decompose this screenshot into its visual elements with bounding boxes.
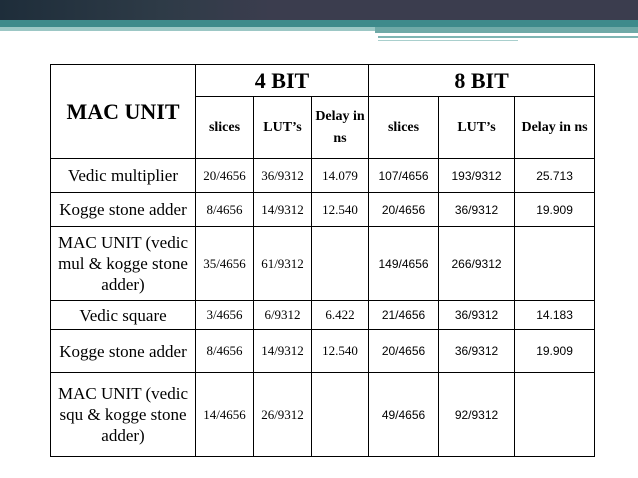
header-luts-8bit: LUT’s	[439, 97, 515, 159]
header-delay-8bit: Delay in ns	[515, 97, 595, 159]
cell-delay-4bit: 12.540	[312, 330, 369, 373]
cell-luts-4bit: 6/9312	[254, 301, 312, 330]
cell-delay-8bit: 25.713	[515, 159, 595, 193]
row-label: MAC UNIT (vedic mul & kogge stone adder)	[51, 227, 196, 301]
cell-delay-8bit	[515, 227, 595, 301]
cell-slices-8bit: 21/4656	[369, 301, 439, 330]
row-label: Vedic multiplier	[51, 159, 196, 193]
group-header-row	[51, 65, 595, 97]
comparison-table	[50, 64, 595, 457]
cell-luts-8bit: 36/9312	[439, 301, 515, 330]
cell-delay-8bit	[515, 373, 595, 457]
cell-slices-8bit: 149/4656	[369, 227, 439, 301]
header-accent-stripe	[0, 20, 638, 27]
cell-delay-8bit: 19.909	[515, 193, 595, 227]
cell-slices-4bit: 14/4656	[196, 373, 254, 457]
header-slices-4bit: slices	[196, 97, 254, 159]
cell-luts-4bit: 14/9312	[254, 193, 312, 227]
cell-slices-4bit: 20/4656	[196, 159, 254, 193]
row-label: Kogge stone adder	[51, 193, 196, 227]
cell-delay-4bit: 14.079	[312, 159, 369, 193]
cell-slices-8bit: 49/4656	[369, 373, 439, 457]
cell-luts-8bit: 266/9312	[439, 227, 515, 301]
cell-slices-8bit: 20/4656	[369, 193, 439, 227]
cell-delay-4bit: 6.422	[312, 301, 369, 330]
cell-luts-4bit: 26/9312	[254, 373, 312, 457]
table-row	[51, 159, 595, 193]
table-row	[51, 193, 595, 227]
cell-delay-8bit: 14.183	[515, 301, 595, 330]
header-accent-stripe-right	[375, 27, 638, 33]
cell-luts-4bit: 14/9312	[254, 330, 312, 373]
cell-delay-4bit	[312, 227, 369, 301]
header-slices-8bit: slices	[369, 97, 439, 159]
cell-slices-4bit: 8/4656	[196, 330, 254, 373]
table-row	[51, 301, 595, 330]
header-band-shade	[0, 0, 270, 20]
table-row	[51, 330, 595, 373]
cell-luts-4bit: 36/9312	[254, 159, 312, 193]
table-row	[51, 227, 595, 301]
cell-luts-8bit: 193/9312	[439, 159, 515, 193]
cell-slices-8bit: 20/4656	[369, 330, 439, 373]
cell-slices-4bit: 35/4656	[196, 227, 254, 301]
header-accent-stripe-light	[0, 27, 375, 31]
group-header-8bit: 8 BIT	[369, 65, 595, 97]
row-label: Vedic square	[51, 301, 196, 330]
cell-slices-4bit: 8/4656	[196, 193, 254, 227]
header-luts-4bit: LUT’s	[254, 97, 312, 159]
header-delay-4bit: Delay in ns	[312, 97, 369, 159]
cell-luts-8bit: 36/9312	[439, 193, 515, 227]
cell-delay-8bit: 19.909	[515, 330, 595, 373]
group-header-4bit: 4 BIT	[196, 65, 369, 97]
row-label: Kogge stone adder	[51, 330, 196, 373]
cell-delay-4bit: 12.540	[312, 193, 369, 227]
cell-slices-8bit: 107/4656	[369, 159, 439, 193]
header-accent-line	[378, 36, 638, 38]
cell-luts-8bit: 92/9312	[439, 373, 515, 457]
cell-slices-4bit: 3/4656	[196, 301, 254, 330]
corner-header: MAC UNIT	[51, 65, 196, 159]
header-accent-line-short	[378, 40, 518, 41]
row-label: MAC UNIT (vedic squ & kogge stone adder)	[51, 373, 196, 457]
cell-delay-4bit	[312, 373, 369, 457]
cell-luts-8bit: 36/9312	[439, 330, 515, 373]
table-row	[51, 373, 595, 457]
cell-luts-4bit: 61/9312	[254, 227, 312, 301]
